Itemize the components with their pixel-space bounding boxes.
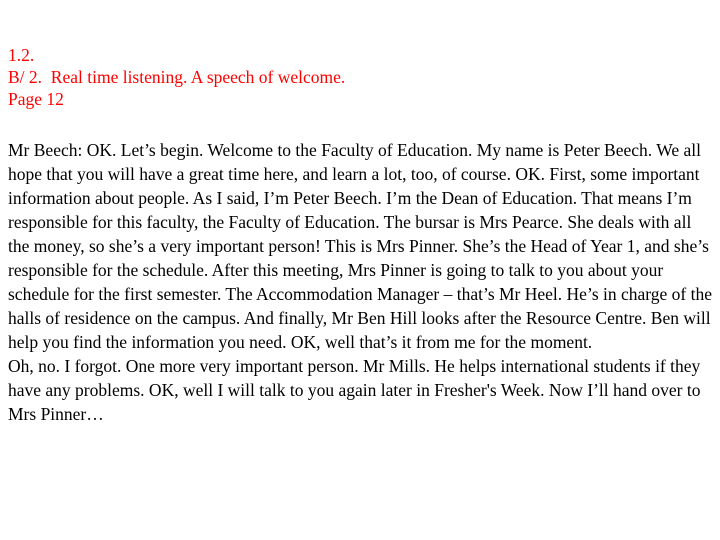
transcript-paragraph-1: Mr Beech: OK. Let’s begin. Welcome to the Faculty of Education. My name is Peter Beech. We all hope that you will have a great time here, and learn a lot, too, of course. OK. First, some important information about people. As I said, I’m Peter Beech. I’m the Dean of Education. That means I’m responsible for this faculty, the Faculty of Education. The bursar is Mrs Pearce. She deals with all the money, so she’s a very important person! This is Mrs Pinner. She’s the Head of Year 1, and she’s responsible for the schedule. After this meeting, Mrs Pinner is going to talk to you about your schedule for the first semester. The Accommodation Manager – that’s Mr Heel. He’s in charge of the halls of residence on the campus. And finally, Mr Ben Hill looks after the Resource Centre. Ben will help you find the information you need. OK, well that’s it from me for the moment.: [8, 140, 713, 352]
page-reference: Page 12: [8, 89, 64, 109]
section-number: 1.2.: [8, 45, 35, 65]
transcript-paragraph-2: Oh, no. I forgot. One more very important person. Mr Mills. He helps international students if they have any problems. OK, well I will talk to you again later in Fresher's Week. Now I’ll hand over to Mrs Pinner…: [8, 356, 701, 424]
exercise-title: B/ 2. Real time listening. A speech of welcome.: [8, 67, 346, 87]
slide-header: [8, 44, 345, 110]
transcript: [8, 138, 714, 426]
